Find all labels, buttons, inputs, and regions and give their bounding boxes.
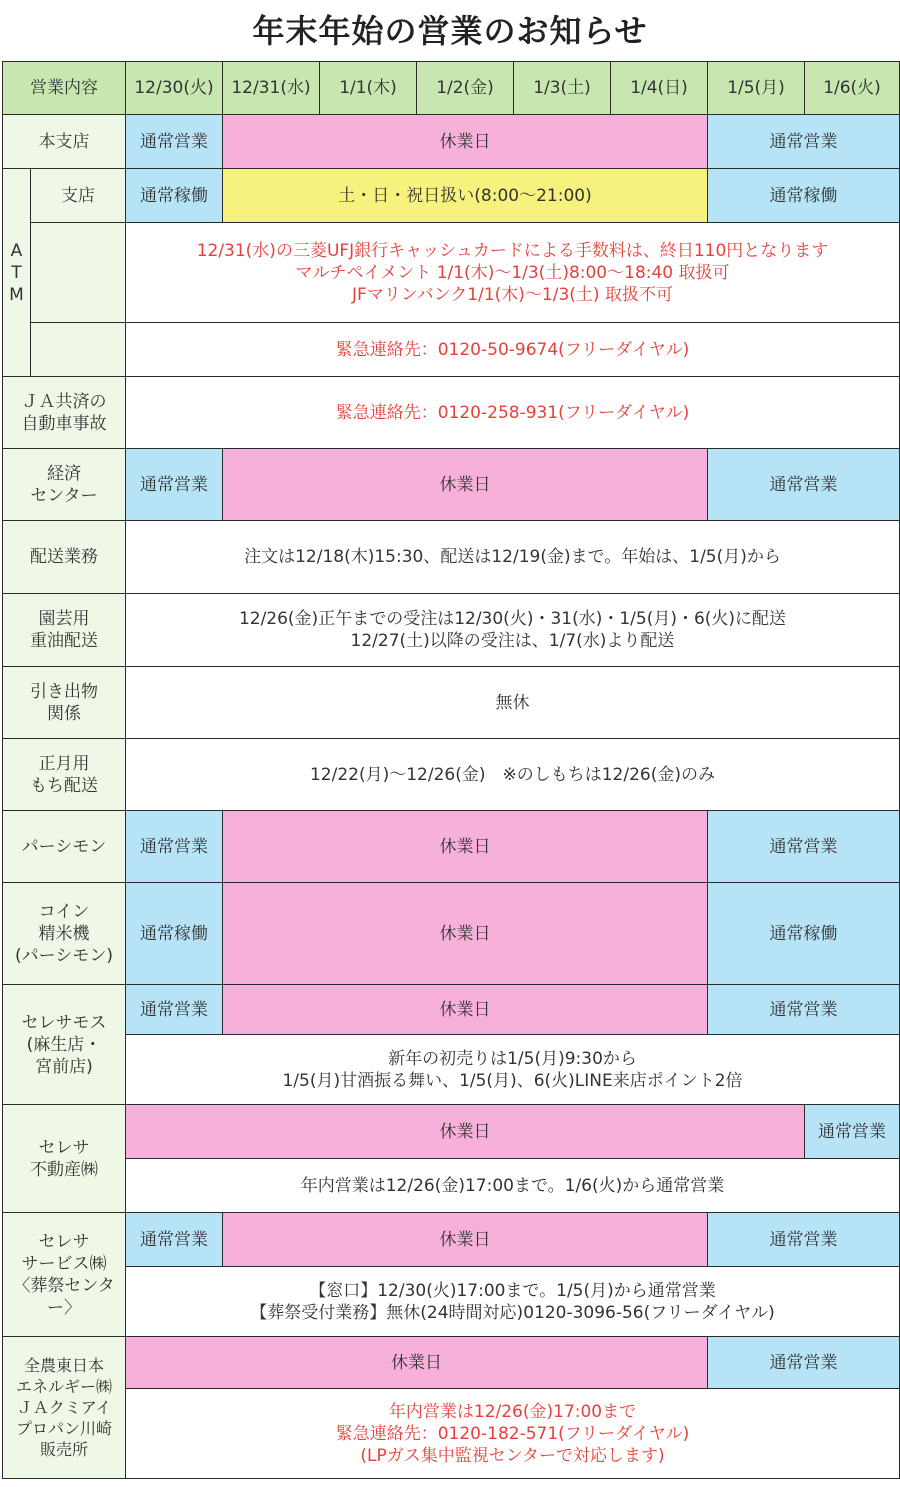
atm-note: マルチペイメント 1/1(木)～1/3(土)8:00～18:40 取扱可 xyxy=(295,262,730,283)
row-text xyxy=(126,1389,900,1479)
row-text xyxy=(126,1035,900,1105)
row-label xyxy=(3,985,126,1105)
row-text: 注文は12/18(木)15:30、配送は12/19(金)まで。年始は、1/5(月)から xyxy=(126,521,900,594)
date-header: 1/5(月) xyxy=(708,62,805,115)
row-text-line: 年内営業は12/26(金)17:00まで xyxy=(388,1401,637,1422)
status-open: 通常営業 xyxy=(126,811,223,883)
row-label: パーシモン xyxy=(3,811,126,883)
row-label xyxy=(3,667,126,739)
row-text: 無休 xyxy=(126,667,900,739)
row-label: 支店 xyxy=(31,169,126,223)
row-label-line: コイン xyxy=(38,901,90,922)
row-persimon xyxy=(3,811,900,883)
row-label-line: 〈葬祭センター〉 xyxy=(13,1275,115,1318)
row-label xyxy=(3,594,126,667)
date-header: 1/6(火) xyxy=(805,62,900,115)
row-seresamos-notes xyxy=(3,1035,900,1105)
row-label-line: 園芸用 xyxy=(38,609,90,629)
status-holiday-hours: 土・日・祝日扱い(8:00～21:00) xyxy=(223,169,708,223)
row-label: 配送業務 xyxy=(3,521,126,594)
row-label-line: 宮前店) xyxy=(35,1056,93,1077)
row-label-line: プロパン川崎 xyxy=(15,1419,112,1438)
status-open: 通常営業 xyxy=(126,449,223,521)
status-closed: 休業日 xyxy=(223,1213,708,1267)
status-open: 通常稼働 xyxy=(708,883,900,985)
row-engei xyxy=(3,594,900,667)
status-closed: 休業日 xyxy=(126,1337,708,1389)
row-label-line: 経済 xyxy=(47,463,81,484)
row-label-line: 不動産㈱ xyxy=(30,1159,98,1180)
status-open: 通常営業 xyxy=(805,1105,900,1159)
row-text-line: 【葬祭受付業務】無休(24時間対応)0120-3096-56(フリーダイヤル) xyxy=(250,1302,775,1323)
row-text-line: 緊急連絡先：0120-182-571(フリーダイヤル) xyxy=(335,1423,690,1444)
row-label-line: 全農東日本 xyxy=(23,1356,104,1375)
row-label-line: 自動車事故 xyxy=(21,413,107,434)
row-label-line: (麻生店・ xyxy=(26,1034,102,1055)
atm-note: 12/31(水)の三菱UFJ銀行キャッシュカードによる手数料は、終日110円となります xyxy=(196,240,829,261)
atm-note: JFマリンバンク1/1(木)～1/3(土) 取扱不可 xyxy=(352,284,673,305)
header-label: 営業内容 xyxy=(3,62,126,115)
schedule-table xyxy=(2,61,900,1479)
status-closed: 休業日 xyxy=(223,883,708,985)
row-label xyxy=(3,1105,126,1213)
row-service xyxy=(3,1213,900,1267)
date-header: 12/31(水) xyxy=(223,62,320,115)
row-text-line: 12/26(金)正午までの受注は12/30(火)・31(水)・1/5(月)・6(火)に配送 xyxy=(238,609,787,629)
row-label xyxy=(3,1213,126,1337)
row-label-line: センター xyxy=(30,485,98,506)
date-header: 1/2(金) xyxy=(417,62,514,115)
status-open: 通常営業 xyxy=(708,811,900,883)
date-header: 12/30(火) xyxy=(126,62,223,115)
row-label-line: 重油配送 xyxy=(30,631,98,651)
row-energy-notes xyxy=(3,1389,900,1479)
date-header: 1/3(土) xyxy=(514,62,611,115)
atm-notes xyxy=(126,223,900,323)
status-open: 通常営業 xyxy=(126,1213,223,1267)
row-label: 本支店 xyxy=(3,115,126,169)
status-open: 通常営業 xyxy=(126,115,223,169)
row-text-line: 新年の初売りは1/5(月)9:30から xyxy=(388,1048,637,1069)
row-label-line: セレサ xyxy=(38,1137,90,1158)
header-row xyxy=(3,62,900,115)
date-header: 1/1(木) xyxy=(320,62,417,115)
row-seresamos xyxy=(3,985,900,1035)
status-closed: 休業日 xyxy=(126,1105,805,1159)
row-atm-notes xyxy=(3,223,900,323)
row-label xyxy=(3,449,126,521)
row-coin xyxy=(3,883,900,985)
row-atm-emergency xyxy=(3,323,900,377)
row-fudosan xyxy=(3,1105,900,1159)
row-label-line: 精米機 xyxy=(38,923,90,944)
emergency-contact: 緊急連絡先：0120-50-9674(フリーダイヤル) xyxy=(126,323,900,377)
status-open: 通常営業 xyxy=(708,449,900,521)
page-title: 年末年始の営業のお知らせ xyxy=(252,12,648,50)
row-energy xyxy=(3,1337,900,1389)
row-label-line: セレサモス xyxy=(21,1012,107,1033)
status-open: 通常稼働 xyxy=(708,169,900,223)
status-open: 通常稼働 xyxy=(126,169,223,223)
status-open: 通常営業 xyxy=(708,1337,900,1389)
row-label xyxy=(3,883,126,985)
status-open: 通常営業 xyxy=(708,1213,900,1267)
status-open: 通常営業 xyxy=(126,985,223,1035)
status-open: 通常稼働 xyxy=(126,883,223,985)
row-label-line: (パーシモン) xyxy=(15,945,113,966)
row-fudosan-notes xyxy=(3,1159,900,1213)
date-header: 1/4(日) xyxy=(611,62,708,115)
row-label-line: 正月用 xyxy=(38,753,90,774)
row-atm-shiten xyxy=(3,169,900,223)
row-label-line: エネルギー㈱ xyxy=(15,1377,112,1396)
row-label xyxy=(3,1337,126,1479)
row-hikidemono xyxy=(3,667,900,739)
row-label-line: 引き出物 xyxy=(30,681,98,702)
row-label-line: ＪＡ共済の xyxy=(21,391,107,412)
label-filler xyxy=(31,323,126,377)
status-closed: 休業日 xyxy=(223,985,708,1035)
atm-label: A T M xyxy=(3,169,31,377)
row-label-line: 販売所 xyxy=(39,1440,88,1459)
row-label xyxy=(3,377,126,449)
status-closed: 休業日 xyxy=(223,811,708,883)
row-label-line: サービス㈱ xyxy=(21,1253,107,1274)
row-haiso xyxy=(3,521,900,594)
row-service-notes xyxy=(3,1267,900,1337)
row-label-line: セレサ xyxy=(38,1231,90,1252)
row-label-line: もち配送 xyxy=(30,775,98,796)
row-kyosai xyxy=(3,377,900,449)
row-keizai xyxy=(3,449,900,521)
status-closed: 休業日 xyxy=(223,115,708,169)
row-text: 年内営業は12/26(金)17:00まで。1/6(火)から通常営業 xyxy=(126,1159,900,1213)
status-open: 通常営業 xyxy=(708,985,900,1035)
row-shogatsu xyxy=(3,739,900,811)
row-label-line: ＪＡクミアイ xyxy=(16,1398,112,1417)
row-text-line: 1/5(月)甘酒振る舞い、1/5(月)、6(火)LINE来店ポイント2倍 xyxy=(282,1070,743,1091)
row-honshiten xyxy=(3,115,900,169)
row-text-line: (LPガス集中監視センターで対応します) xyxy=(360,1445,665,1466)
row-label-line: 関係 xyxy=(47,703,81,724)
row-text-line: 12/27(土)以降の受注は、1/7(水)より配送 xyxy=(350,631,675,651)
emergency-contact: 緊急連絡先：0120-258-931(フリーダイヤル) xyxy=(126,377,900,449)
row-text xyxy=(126,1267,900,1337)
row-text: 12/22(月)～12/26(金) ※のしもちは12/26(金)のみ xyxy=(126,739,900,811)
status-closed: 休業日 xyxy=(223,449,708,521)
row-label xyxy=(3,739,126,811)
label-filler xyxy=(31,223,126,323)
row-text xyxy=(126,594,900,667)
status-open: 通常営業 xyxy=(708,115,900,169)
row-text-line: 【窓口】12/30(火)17:00まで。1/5(月)から通常営業 xyxy=(309,1280,716,1301)
